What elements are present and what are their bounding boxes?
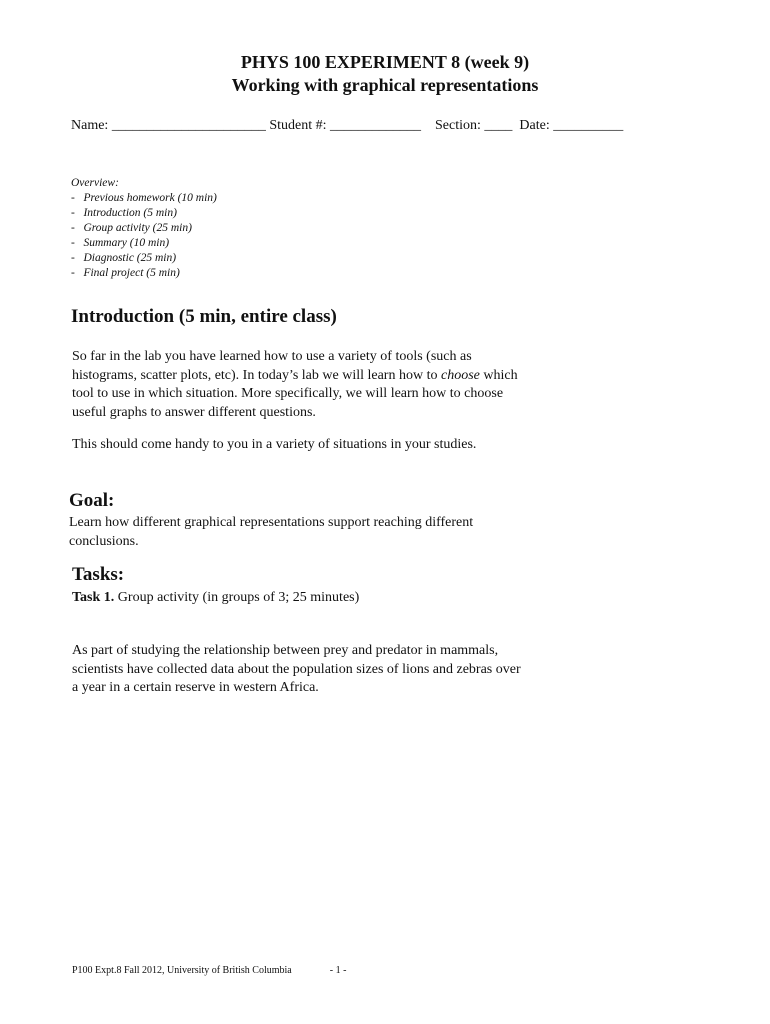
- intro-text: which: [479, 367, 518, 383]
- intro-line: So far in the lab you have learned how to use a variety of tools (such as: [72, 349, 472, 364]
- document-subtitle: Working with graphical representations: [231, 75, 539, 95]
- overview-block: [71, 176, 217, 281]
- intro-line: [72, 367, 518, 386]
- overview-item: - Group activity (25 min): [71, 222, 192, 234]
- overview-item: - Introduction (5 min): [71, 207, 177, 219]
- tasks-heading: Tasks:: [72, 564, 125, 585]
- task1-line: [72, 589, 359, 608]
- tasks-line: a year in a certain reserve in western Africa.: [72, 680, 319, 695]
- footer-text: P100 Expt.8 Fall 2012, University of British Columbia: [72, 965, 292, 976]
- section-field[interactable]: Section: ____: [424, 118, 516, 133]
- student-number-field[interactable]: Student #: _____________: [269, 118, 425, 133]
- overview-item: - Diagnostic (25 min): [71, 252, 177, 264]
- tasks-paragraph: [72, 642, 521, 698]
- task1-label: Task 1.: [72, 590, 115, 605]
- task1-text: Group activity (in groups of 3; 25 minutes): [114, 590, 360, 605]
- intro-line: useful graphs to answer different questions.: [72, 404, 316, 420]
- overview-list: [71, 191, 217, 281]
- date-field[interactable]: Date: __________: [515, 118, 624, 133]
- page-number: - 1 -: [329, 965, 347, 976]
- choose-emphasis: choose: [440, 367, 480, 383]
- student-info-line: [71, 118, 623, 134]
- overview-item: - Summary (10 min): [71, 237, 170, 249]
- overview-item: - Previous homework (10 min): [71, 192, 217, 204]
- introduction-paragraph: [72, 348, 518, 422]
- introduction-heading: Introduction (5 min, entire class): [71, 306, 337, 327]
- tasks-line: scientists have collected data about the population sizes of lions and zebras over: [72, 661, 521, 677]
- intro-text: histograms, scatter plots, etc). In today’s lab we will learn how to: [72, 367, 441, 383]
- introduction-paragraph-2: This should come handy to you in a variety of situations in your studies.: [72, 437, 477, 452]
- goal-heading: Goal:: [69, 490, 115, 511]
- overview-item: - Final project (5 min): [71, 267, 180, 279]
- page-footer: [72, 965, 346, 976]
- goal-line: Learn how different graphical representations support reaching different: [69, 515, 474, 530]
- goal-line: conclusions.: [69, 533, 139, 549]
- document-title: PHYS 100 EXPERIMENT 8 (week 9): [240, 52, 530, 72]
- goal-paragraph: [69, 514, 473, 551]
- tasks-line: As part of studying the relationship between prey and predator in mammals,: [72, 643, 499, 658]
- intro-line: tool to use in which situation. More specifically, we will learn how to choose: [72, 386, 504, 401]
- overview-label: Overview:: [71, 177, 119, 189]
- name-field[interactable]: Name: ______________________: [71, 118, 270, 133]
